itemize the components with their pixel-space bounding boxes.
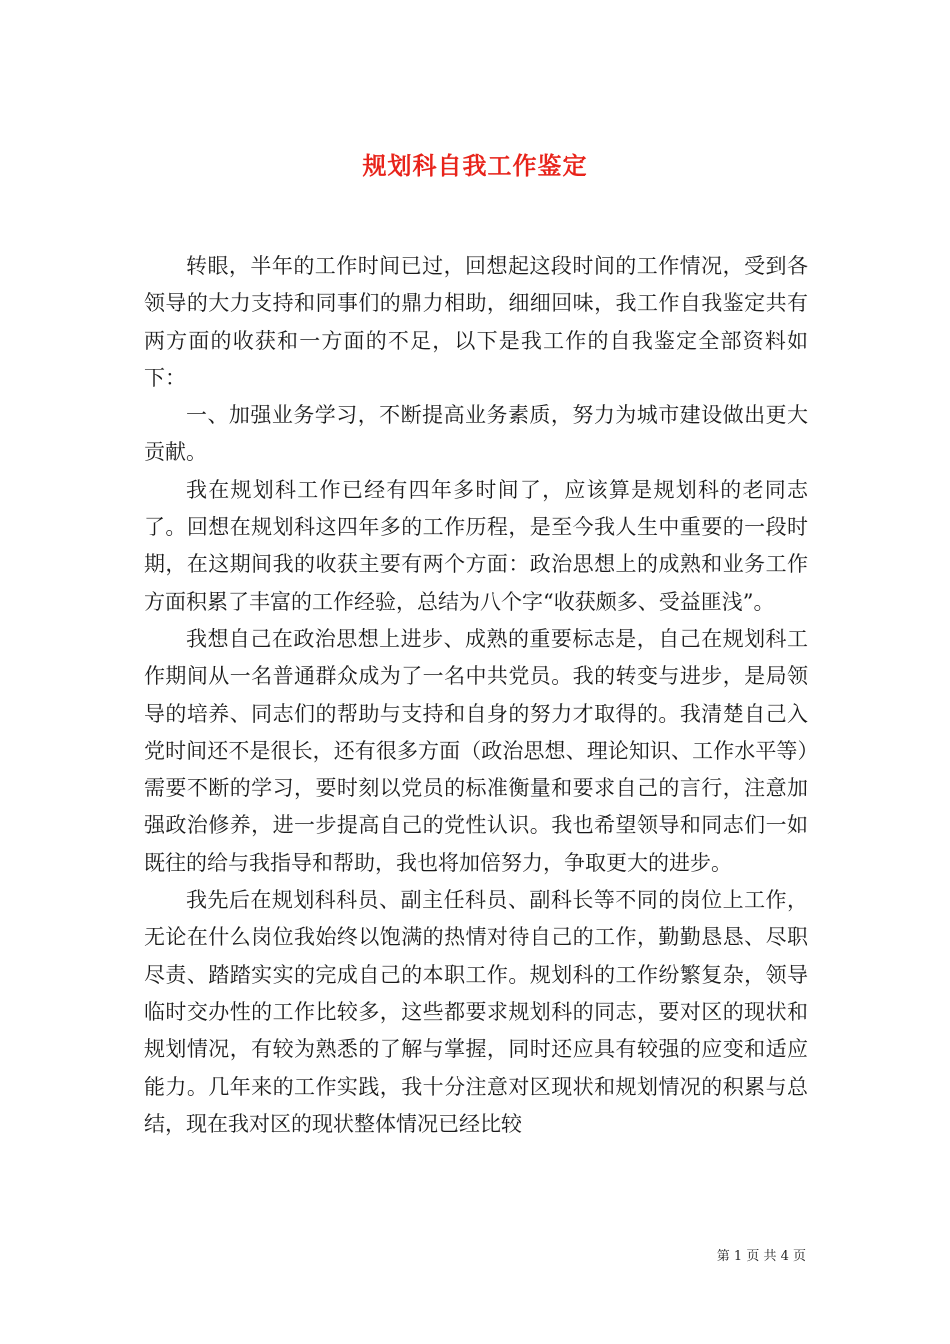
- paragraph-intro: 转眼，半年的工作时间已过，回想起这段时间的工作情况，受到各领导的大力支持和同事们的鼎力相助，细细回味，我工作自我鉴定共有两方面的收获和一方面的不足，以下是我工作的自我鉴定全部资料如下：: [144, 254, 808, 390]
- page-number-footer: 第 1 页 共 4 页: [716, 1249, 806, 1264]
- document-title: 规划科自我工作鉴定: [362, 151, 588, 181]
- paragraph-political-progress: 我想自己在政治思想上进步、成熟的重要标志是，自己在规划科工作期间从一名普通群众成为了一名中共党员。我的转变与进步，是局领导的培养、同志们的帮助与支持和自身的努力才取得的。我清楚自己入党时间还不是很长，还有很多方面（政治思想、理论知识、工作水平等）需要不断的学习，要时刻以党员的标准衡量和要求自己的言行，注意加强政治修养，进一步提高自己的党性认识。我也希望领导和同志们一如既往的给与我指导和帮助，我也将加倍努力，争取更大的进步。: [144, 626, 808, 875]
- paragraph-experience: 我在规划科工作已经有四年多时间了，应该算是规划科的老同志了。回想在规划科这四年多的工作历程，是至今我人生中重要的一段时期，在这期间我的收获主要有两个方面：政治思想上的成熟和业务工作方面积累了丰富的工作经验，总结为八个字“收获颇多、受益匪浅”。: [144, 477, 808, 614]
- paragraph-work-positions: 我先后在规划科科员、副主任科员、副科长等不同的岗位上工作，无论在什么岗位我始终以饱满的热情对待自己的工作，勤勤恳恳、尽职尽责、踏踏实实的完成自己的本职工作。规划科的工作纷繁复杂，领导临时交办性的工作比较多，这些都要求规划科的同志，要对区的现状和规划情况，有较为熟悉的了解与掌握，同时还应具有较强的应变和适应能力。几年来的工作实践，我十分注意对区现状和规划情况的积累与总结，现在我对区的现状整体情况已经比较: [144, 888, 808, 1136]
- document-body: [144, 248, 808, 1143]
- paragraph-section-heading-1: 一、加强业务学习，不断提高业务素质，努力为城市建设做出更大贡献。: [144, 403, 808, 465]
